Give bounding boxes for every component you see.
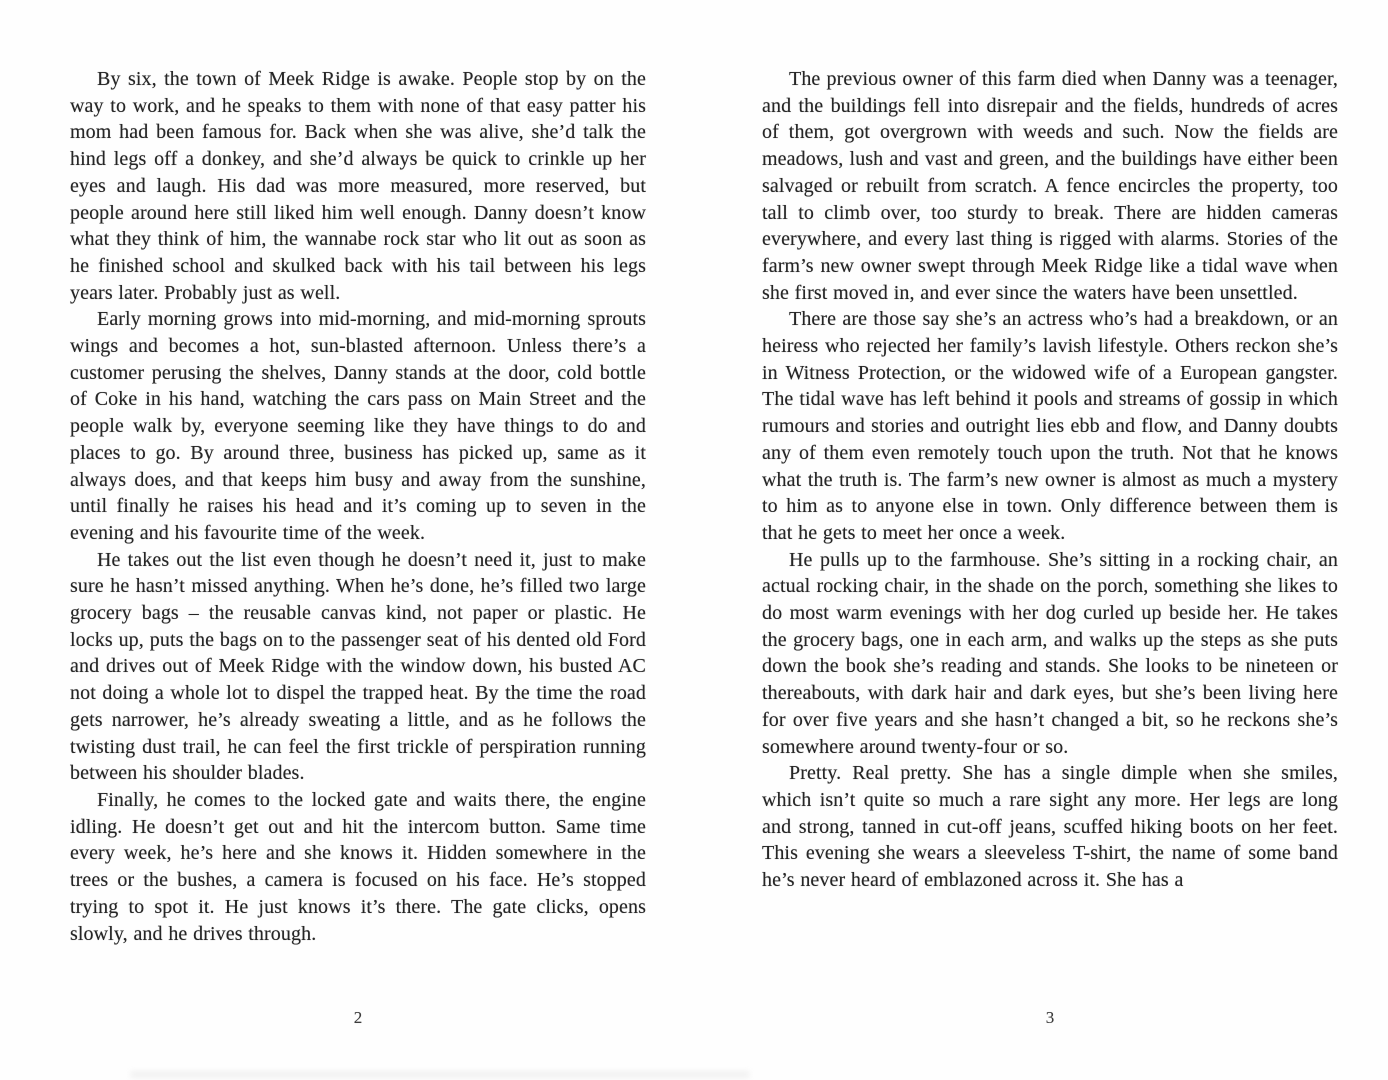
paragraph: The previous owner of this farm died when Danny was a teenager, and the buildings fell into disrepair and the fields, hundreds of acres of them, got overgrown with weeds and such. Now the fields are meadows, lush and vast and green, and the buildings have either been salvaged or rebuilt from scratch. A fence encircles the property, too tall to climb over, too sturdy to break. There are hidden cameras everywhere, and every last thing is rigged with alarms. Stories of the farm’s new owner swept through Meek Ridge like a tidal wave when she first moved in, and ever since the waters have been unsettled. — [762, 68, 1338, 304]
page-number-right: 3 — [1045, 1008, 1055, 1027]
paragraph: Early morning grows into mid-morning, and mid-morning sprouts wings and becomes a hot, sun-blasted afternoon. Unless there’s a customer perusing the shelves, Danny stands at the door, cold bottle of Coke in his hand, watching the cars pass on Main Street and the people walk by, everyone seeming like they have things to do and places to go. By around three, business has picked up, same as it always does, and that keeps him busy and away from the sunshine, until finally he raises his head and it’s coming up to seven in the evening and his favourite time of the week. — [70, 308, 646, 544]
page-right — [762, 66, 1338, 1066]
scan-artifact — [130, 1071, 750, 1078]
page-left — [70, 66, 646, 1066]
paragraph: By six, the town of Meek Ridge is awake. People stop by on the way to work, and he speaks to them with none of that easy patter his mom had been famous for. Back when she was alive, she’d talk the hind legs off a donkey, and she’d always be quick to crinkle up her eyes and laugh. His dad was more measured, more reserved, but people around here still liked him well enough. Danny doesn’t know what they think of him, the wannabe rock star who lit out as soon as he finished school and skulked back with his tail between his legs years later. Probably just as well. — [70, 68, 646, 304]
paragraph: Pretty. Real pretty. She has a single dimple when she smiles, which isn’t quite so much a rare sight any more. Her legs are long and strong, tanned in cut-off jeans, scuffed hiking boots on her feet. This evening she wears a sleeveless T-shirt, the name of some band he’s never heard of emblazoned across it. She has a — [762, 762, 1338, 892]
page-right-text — [762, 66, 1338, 894]
paragraph: He takes out the list even though he doesn’t need it, just to make sure he hasn’t missed anything. When he’s done, he’s filled two large grocery bags – the reusable canvas kind, not paper or plastic. He locks up, puts the bags on to the passenger seat of his dented old Ford and drives out of Meek Ridge with the window down, his busted AC not doing a whole lot to dispel the trapped heat. By the time the road gets narrower, he’s already sweating a little, and as he follows the twisting dust trail, he can feel the first trickle of perspiration running between his shoulder blades. — [70, 548, 646, 785]
paragraph: There are those say she’s an actress who’s had a breakdown, or an heiress who rejected her family’s lavish lifestyle. Others reckon she’s in Witness Protection, or the widowed wife of a European gangster. The tidal wave has left behind it pools and streams of gossip in which rumours and stories and outright lies ebb and flow, and Danny doubts any of them even remotely touch upon the truth. Not that he knows what the truth is. The farm’s new owner is almost as much a mystery to him as to anyone else in town. Only difference between them is that he gets to meet her once a week. — [762, 308, 1338, 544]
paragraph: He pulls up to the farmhouse. She’s sitting in a rocking chair, an actual rocking chair, in the shade on the porch, something she likes to do most warm evenings with her dog curled up beside her. He takes the grocery bags, one in each arm, and walks up the steps as she puts down the book she’s reading and stands. She looks to be nineteen or thereabouts, with dark hair and dark eyes, but she’s been living here for over five years and she hasn’t changed a bit, so he reckons she’s somewhere around twenty-four or so. — [762, 548, 1338, 758]
page-number-left: 2 — [353, 1008, 363, 1027]
page-left-text — [70, 66, 646, 947]
paragraph: Finally, he comes to the locked gate and waits there, the engine idling. He doesn’t get out and hit the intercom button. Same time every week, he’s here and she knows it. Hidden somewhere in the trees or the bushes, a camera is focused on his face. He’s stopped trying to spot it. He just knows it’s there. The gate clicks, opens slowly, and he drives through. — [70, 788, 646, 945]
